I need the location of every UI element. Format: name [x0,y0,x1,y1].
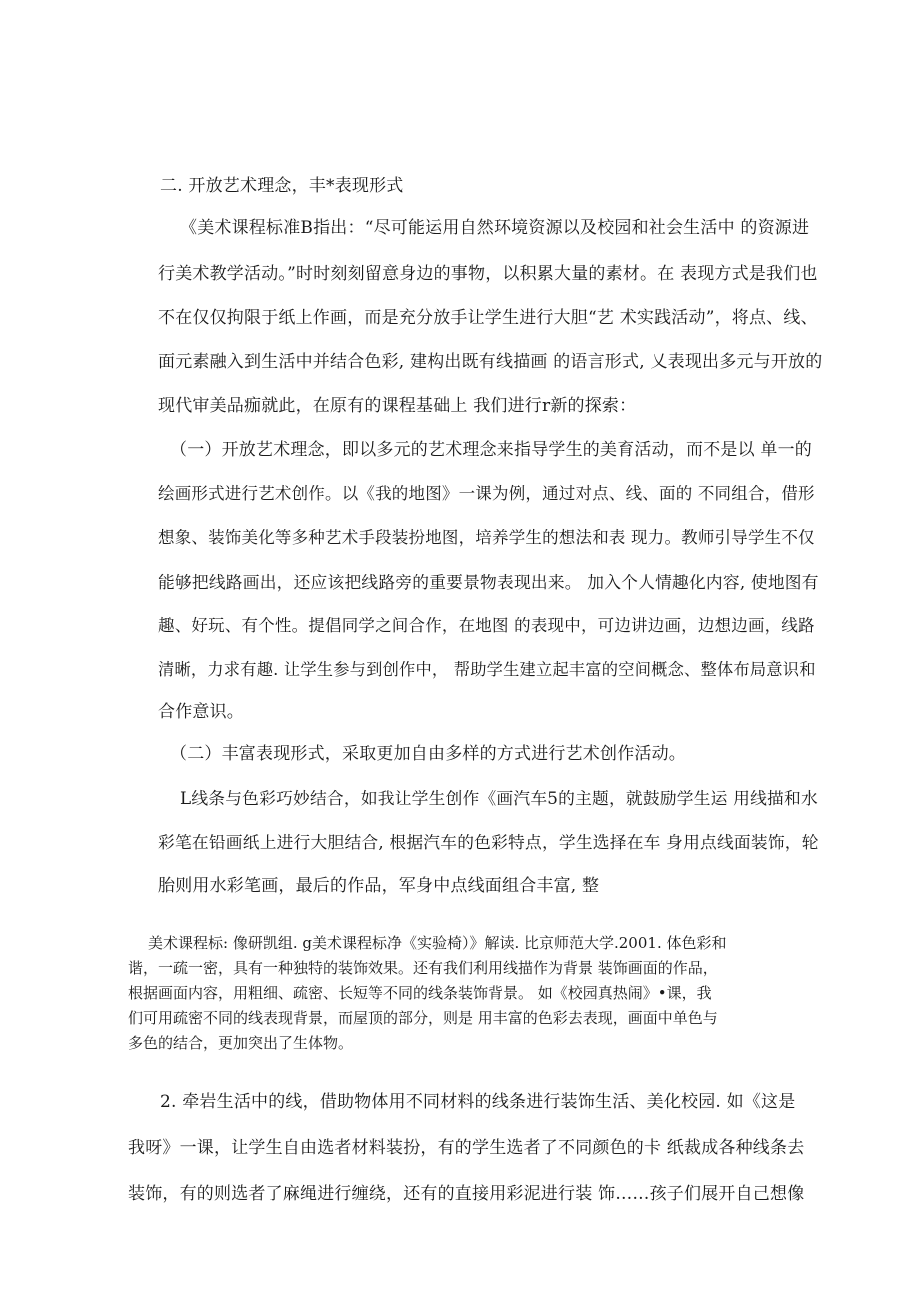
footnote-line: 谐，一疏一密，具有一种独特的装饰效果。还有我们利用线描作为背景 装饰画面的作品， [128,959,718,977]
paragraph-line: 2. 牵岩生活中的线，借助物体用不同材料的线条进行装饰生活、美化校园. 如《这是 [160,1092,796,1112]
footnote-line: 们可用疏密不同的线表现背景，而屋顶的部分，则是 用丰富的色彩去表现，画面中单色与 [128,1009,718,1027]
paragraph-line: 不在仅仅拘限于纸上作画，而是充分放手让学生进行大胆“艺 术实践活动”，将点、线、 [158,308,818,328]
paragraph-line: （二）丰富表现形式，采取更加自由多样的方式进行艺术创作活动。 [170,744,686,764]
paragraph-line: 我呀》一课，让学生自由选者材料装扮，有的学生选者了不同颜色的卡 纸裁成各种线条去 [128,1138,805,1158]
paragraph-line: 清晰，力求有趣. 让学生参与到创作中， 帮助学生建立起丰富的空间概念、整体布局意识和 [158,660,816,679]
paragraph-line: （一）开放艺术理念，即以多元的艺术理念来指导学生的美育活动，而不是以 单一的 [170,440,813,460]
paragraph-line: 行美术教学活动。”时时刻刻留意身边的事物，以积累大量的素材。在 表现方式是我们也 [158,264,818,284]
paragraph-line: 彩笔在铅画纸上进行大胆结合, 根据汽车的色彩特点，学生选择在车 身用点线面装饰，轮 [158,832,819,852]
footnote-line: 多色的结合，更加突出了生体物。 [128,1034,354,1052]
paragraph-line: 《美术课程标准B指出：“尽可能运用自然环境资源以及校园和社会生活中 的资源进 [180,218,810,238]
paragraph-line: 装饰，有的则选者了麻绳进行缠绕，还有的直接用彩泥进行装 饰……孩子们展开自己想像 [128,1184,805,1204]
paragraph-line: 胎则用水彩笔画，最后的作品，军身中点线面组合丰富, 整 [158,876,600,896]
paragraph-line: 面元素融入到生活中并结合色彩, 建构出既有线描画 的语言形式, 乂表现出多元与开放的 [158,352,823,372]
section-heading: 二. 开放艺术理念，丰*表现形式 [160,176,404,196]
paragraph-line: 绘画形式进行艺术创作。以《我的地图》一课为例，通过对点、线、面的 不同组合，借形 [158,484,815,503]
paragraph-line: 现代审美品痂就此，在原有的课程基础上 我们进行r新的探索： [158,396,637,416]
footnote-line: 根据画面内容，用粗细、疏密、长短等不同的线条装饰背景。 如《校园真热闹》•课，我 [128,984,712,1002]
footnote-line: 美术课程标: 像研凯组. g美术课程标净《实验椅）》解读. 比京师范大学.2001. 体色彩和 [148,934,727,952]
paragraph-line: 趣、好玩、有个性。提倡同学之间合作，在地图 的表现中，可边讲边画，边想边画，线路 [158,616,815,635]
paragraph-line: 能够把线路画出，还应该把线路旁的重要景物表现出来。 加入个人情趣化内容, 使地图有 [158,572,819,592]
paragraph-line: 合作意识。 [158,702,244,722]
paragraph-line: L线条与色彩巧妙结合，如我让学生创作《画汽车5的主题，就鼓励学生运 用线描和水 [180,788,818,808]
paragraph-line: 想象、装饰美化等多种艺术手段装扮地图，培养学生的想法和表 现力。教师引导学生不仅 [158,528,815,547]
